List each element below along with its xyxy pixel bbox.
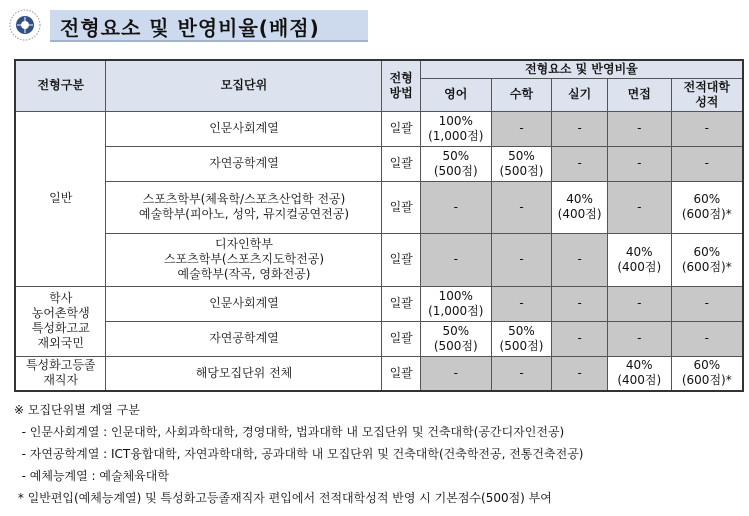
- score-cell: 100% (1,000점): [420, 111, 491, 146]
- unit-cell: 인문사회계열: [106, 286, 382, 321]
- unit-cell: 인문사회계열: [106, 111, 382, 146]
- score-cell: -: [491, 356, 552, 391]
- unit-cell: 해당모집단위 전체: [106, 356, 382, 391]
- score-cell: -: [491, 181, 552, 233]
- note-line: - 인문사회계열 : 인문대학, 사회과학대학, 경영대학, 법과대학 내 모집단위 및 건축대학(공간디자인전공): [14, 425, 565, 439]
- score-cell: 40% (400점): [607, 233, 671, 286]
- method-cell: 일괄: [382, 111, 420, 146]
- score-cell: -: [607, 146, 671, 181]
- header-elements-group: 전형요소 및 반영비율: [420, 60, 743, 78]
- score-cell: 50% (500점): [491, 146, 552, 181]
- score-cell: -: [671, 321, 743, 356]
- footnotes: [14, 399, 744, 509]
- score-cell: -: [552, 233, 608, 286]
- note-heading: ※ 모집단위별 계열 구분: [14, 403, 140, 417]
- header-interview: 면접: [607, 78, 671, 111]
- score-cell: -: [552, 321, 608, 356]
- score-cell: -: [671, 111, 743, 146]
- method-cell: 일괄: [382, 356, 420, 391]
- admission-criteria-table: [14, 59, 744, 392]
- score-cell: -: [607, 111, 671, 146]
- score-cell: -: [420, 181, 491, 233]
- method-cell: 일괄: [382, 181, 420, 233]
- score-cell: 50% (500점): [491, 321, 552, 356]
- score-cell: -: [552, 286, 608, 321]
- header-math: 수학: [491, 78, 552, 111]
- university-seal-icon: [8, 8, 42, 42]
- note-line: - 예체능계열 : 예술체육대학: [14, 469, 169, 483]
- unit-cell: 스포츠학부(체육학/스포츠산업학 전공) 예술학부(피아노, 성악, 뮤지컬공연전공): [106, 181, 382, 233]
- score-cell: -: [671, 286, 743, 321]
- method-cell: 일괄: [382, 286, 420, 321]
- header-english: 영어: [420, 78, 491, 111]
- score-cell: 50% (500점): [420, 146, 491, 181]
- unit-cell: 자연공학계열: [106, 321, 382, 356]
- header-category: 전형구분: [15, 60, 106, 111]
- score-cell: -: [420, 356, 491, 391]
- title-bar: [6, 6, 364, 42]
- score-cell: -: [607, 321, 671, 356]
- method-cell: 일괄: [382, 146, 420, 181]
- method-cell: 일괄: [382, 321, 420, 356]
- header-method: 전형 방법: [382, 60, 420, 111]
- title-box: [50, 10, 368, 42]
- score-cell: 60% (600점)*: [671, 356, 743, 391]
- unit-cell: 자연공학계열: [106, 146, 382, 181]
- header-prior-grades: 전적대학 성적: [671, 78, 743, 111]
- score-cell: -: [671, 146, 743, 181]
- page-title: 전형요소 및 반영비율(배점): [60, 16, 320, 40]
- score-cell: -: [491, 111, 552, 146]
- header-practical: 실기: [552, 78, 608, 111]
- score-cell: -: [491, 286, 552, 321]
- score-cell: -: [552, 146, 608, 181]
- score-cell: 60% (600점)*: [671, 181, 743, 233]
- note-line: - 자연공학계열 : ICT융합대학, 자연과학대학, 공과대학 내 모집단위 및 건축대학(건축학전공, 전통건축전공): [14, 447, 584, 461]
- group-label: 특성화고등졸 재직자: [15, 356, 106, 391]
- header-unit: 모집단위: [106, 60, 382, 111]
- note-line: * 일반편입(예체능계열) 및 특성화고등졸재직자 편입에서 전적대학성적 반영 시 기본점수(500점) 부여: [14, 491, 552, 505]
- score-cell: 100% (1,000점): [420, 286, 491, 321]
- group-label: 학사 농어촌학생 특성화고교 재외국민: [15, 286, 106, 356]
- score-cell: 60% (600점)*: [671, 233, 743, 286]
- score-cell: 50% (500점): [420, 321, 491, 356]
- score-cell: -: [607, 181, 671, 233]
- method-cell: 일괄: [382, 233, 420, 286]
- score-cell: -: [552, 356, 608, 391]
- score-cell: -: [491, 233, 552, 286]
- score-cell: 40% (400점): [552, 181, 608, 233]
- score-cell: -: [552, 111, 608, 146]
- score-cell: 40% (400점): [607, 356, 671, 391]
- unit-cell: 디자인학부 스포츠학부(스포츠지도학전공) 예술학부(작곡, 영화전공): [106, 233, 382, 286]
- score-cell: -: [607, 286, 671, 321]
- score-cell: -: [420, 233, 491, 286]
- group-label: 일반: [15, 111, 106, 286]
